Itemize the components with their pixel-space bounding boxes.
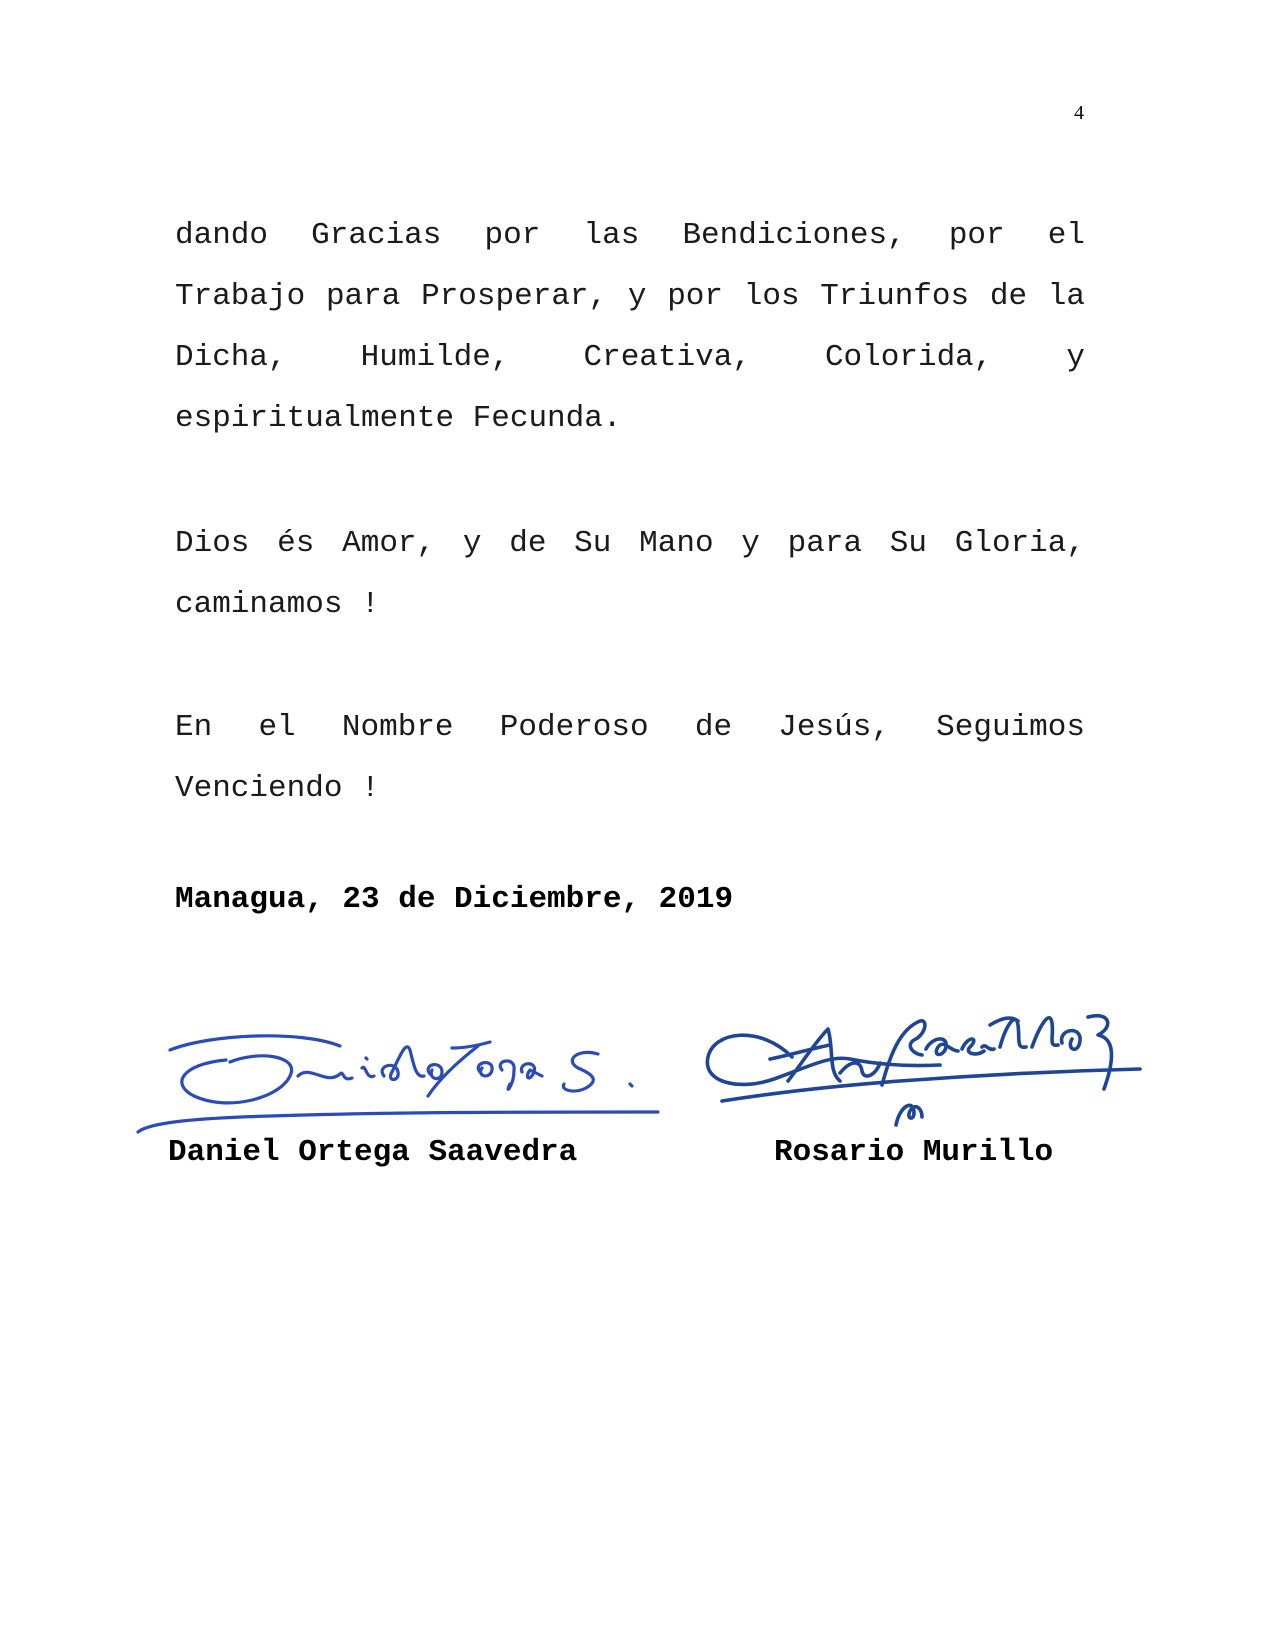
signatory-name-murillo: Rosario Murillo [774,1135,1054,1170]
paragraph-blessings: dando Gracias por las Bendiciones, por el Trabajo para Prosperar, y por los Triunfos de la Dicha, Humilde, Creativa, Colorida, y espiritualmente Fecunda. [175,218,1085,436]
page-number: 4 [1074,102,1084,124]
place-and-date: Managua, 23 de Diciembre, 2019 [175,882,734,917]
signatory-name-ortega: Daniel Ortega Saavedra [168,1135,578,1170]
paragraph-jesus-name: En el Nombre Poderoso de Jesús, Seguimos Venciendo ! [175,710,1085,806]
signature-ortega-icon [130,1020,670,1140]
paragraph-god-is-love: Dios és Amor, y de Su Mano y para Su Gloria, caminamos ! [175,526,1085,622]
signature-murillo-icon [700,985,1160,1150]
